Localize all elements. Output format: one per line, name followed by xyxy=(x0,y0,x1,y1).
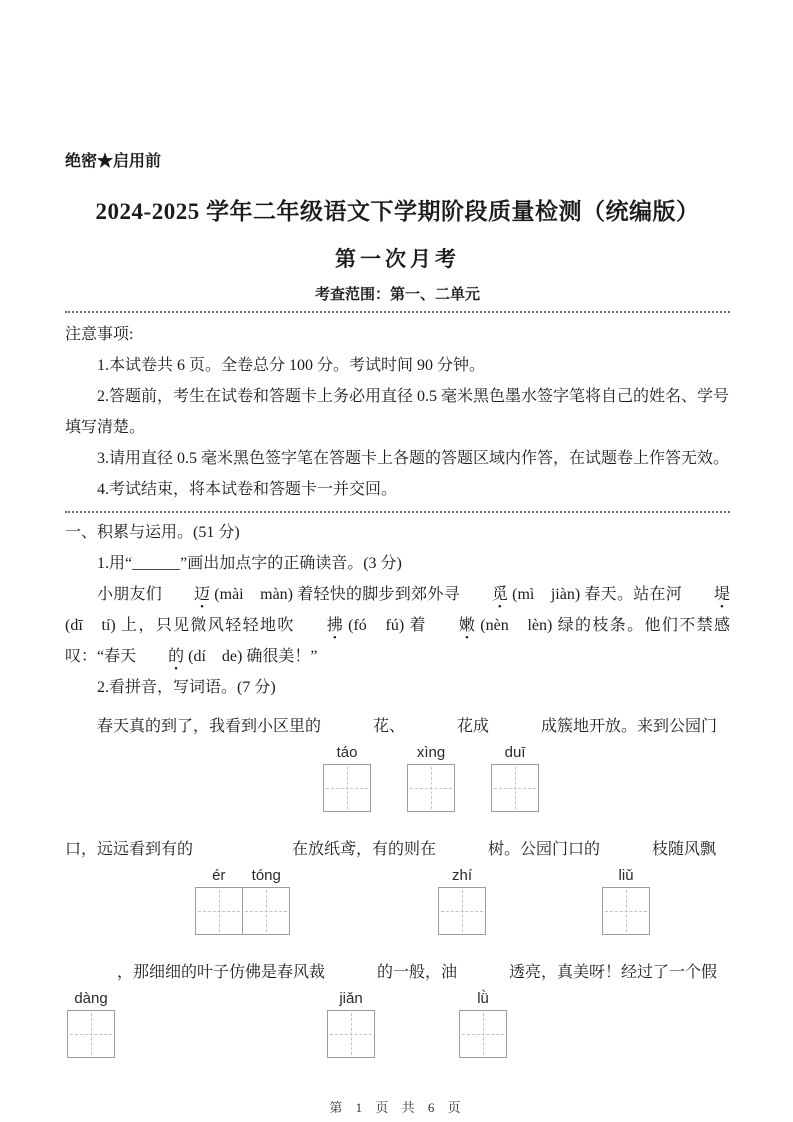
dotted-char: 的 xyxy=(168,648,185,665)
row-text: 春天真的到了，我看到小区里的 xyxy=(97,718,322,735)
writing-box xyxy=(327,1010,375,1058)
notice-item-3: 3.请用直径 0.5 毫米黑色签字笔在答题卡上各题的答题区域内作答，在试题卷上作答无效。 xyxy=(97,450,730,467)
writing-cell xyxy=(439,888,485,934)
pinyin-label: jiǎn xyxy=(339,990,363,1007)
writing-box-group xyxy=(323,744,371,812)
passage-text: (nèn lèn) 绿的枝条。他们不禁感叹：“春天 xyxy=(65,617,730,665)
notice-heading: 注意事项: xyxy=(65,326,134,343)
passage-text: (dí de) 确很美！” xyxy=(184,648,318,665)
pinyin-label: táo xyxy=(336,744,358,761)
q1-passage xyxy=(65,579,730,672)
row-text: 口，远远看到有的 xyxy=(65,841,194,858)
writing-cell xyxy=(68,1011,114,1057)
row-text: 花成 xyxy=(457,718,490,735)
pinyin-labels xyxy=(323,744,371,764)
writing-box xyxy=(407,764,455,812)
writing-box-group xyxy=(195,867,290,935)
dotted-char: 嫩 xyxy=(458,617,475,634)
dotted-char: 拂 xyxy=(326,617,343,634)
writing-cell xyxy=(492,765,538,811)
row-text: 透亮，真美呀！经过了一个假 xyxy=(509,964,718,981)
writing-box xyxy=(323,764,371,812)
exam-name: 第一次月考 xyxy=(335,247,460,271)
writing-box xyxy=(491,764,539,812)
question-2-prompt: 2.看拼音，写词语。(7 分) xyxy=(97,679,276,696)
writing-cell xyxy=(324,765,370,811)
pinyin-labels xyxy=(67,990,115,1010)
pinyin-labels xyxy=(327,990,375,1010)
writing-box xyxy=(438,887,486,935)
passage-text: (mì jiàn) 春天。站在河 xyxy=(507,586,682,603)
pinyin-label: liǔ xyxy=(618,867,634,884)
row-text: 在放纸鸢，有的则在 xyxy=(292,841,437,858)
writing-box-group xyxy=(327,990,375,1058)
row-text: ，那细细的叶子仿佛是春风裁 xyxy=(117,964,326,981)
writing-box xyxy=(67,1010,115,1058)
divider-top xyxy=(65,311,730,313)
row-text: 成簇地开放。来到公园门 xyxy=(541,718,718,735)
writing-cell xyxy=(328,1011,374,1057)
pinyin-labels xyxy=(459,990,507,1010)
dotted-char: 堤 xyxy=(713,586,730,603)
writing-cell xyxy=(242,888,289,934)
pinyin-label: zhí xyxy=(452,867,473,884)
writing-cell xyxy=(408,765,454,811)
writing-box-group xyxy=(459,990,507,1058)
pinyin-label: ér xyxy=(212,867,226,884)
passage-text: 小朋友们 xyxy=(97,586,163,603)
notice-item-2: 2.答题前，考生在试卷和答题卡上务必用直径 0.5 毫米黑色墨水签字笔将自己的姓名、学号填写清楚。 xyxy=(65,388,730,436)
exam-scope: 考查范围：第一、二单元 xyxy=(314,287,480,303)
row-text: 花、 xyxy=(373,718,406,735)
security-label: 绝密★启用前 xyxy=(65,153,162,170)
pinyin-labels xyxy=(602,867,650,887)
notice-item-4: 4.考试结束，将本试卷和答题卡一并交回。 xyxy=(97,481,398,498)
row-text: 枝随风飘 xyxy=(652,841,717,858)
dotted-char: 迈 xyxy=(194,586,211,603)
pinyin-row xyxy=(65,957,730,1058)
pinyin-label: dàng xyxy=(74,990,108,1007)
page-number: 第 1 页 共 6 页 xyxy=(329,1100,466,1115)
pinyin-labels xyxy=(438,867,486,887)
writing-cell xyxy=(196,888,242,934)
writing-box-group xyxy=(67,990,115,1058)
notice-section xyxy=(65,319,730,505)
writing-cell xyxy=(603,888,649,934)
passage-text: (fó fú) 着 xyxy=(342,617,427,634)
pinyin-labels xyxy=(195,867,290,887)
writing-box xyxy=(602,887,650,935)
writing-box-group xyxy=(407,744,455,812)
writing-box xyxy=(459,1010,507,1058)
writing-box-group xyxy=(491,744,539,812)
passage-text: (mài màn) 着轻快的脚步到郊外寻 xyxy=(210,586,460,603)
section-heading: 一、积累与运用。(51 分) xyxy=(65,524,240,541)
pinyin-label: tóng xyxy=(251,867,281,884)
passage-text: (dī tí) 上，只见微风轻轻地吹 xyxy=(65,617,295,634)
q2-rows xyxy=(65,711,730,1058)
pinyin-label: lǜ xyxy=(477,990,489,1007)
page-title: 2024-2025 学年二年级语文下学期阶段质量检测（统编版） xyxy=(95,199,700,224)
pinyin-row xyxy=(65,711,730,812)
pinyin-label: xìng xyxy=(416,744,446,761)
row-text: 的一般，油 xyxy=(377,964,458,981)
dotted-char: 觅 xyxy=(491,586,508,603)
pinyin-label: duī xyxy=(504,744,526,761)
pinyin-labels xyxy=(407,744,455,764)
writing-cell xyxy=(460,1011,506,1057)
pinyin-row xyxy=(65,834,730,935)
divider-bottom xyxy=(65,511,730,513)
question-1-prompt: 1.用“______”画出加点字的正确读音。(3 分) xyxy=(97,555,402,572)
pinyin-labels xyxy=(491,744,539,764)
writing-box-group xyxy=(438,867,486,935)
writing-box-group xyxy=(602,867,650,935)
notice-item-1: 1.本试卷共 6 页。全卷总分 100 分。考试时间 90 分钟。 xyxy=(97,357,486,374)
row-text: 树。公园门口的 xyxy=(488,841,601,858)
writing-box xyxy=(195,887,290,935)
